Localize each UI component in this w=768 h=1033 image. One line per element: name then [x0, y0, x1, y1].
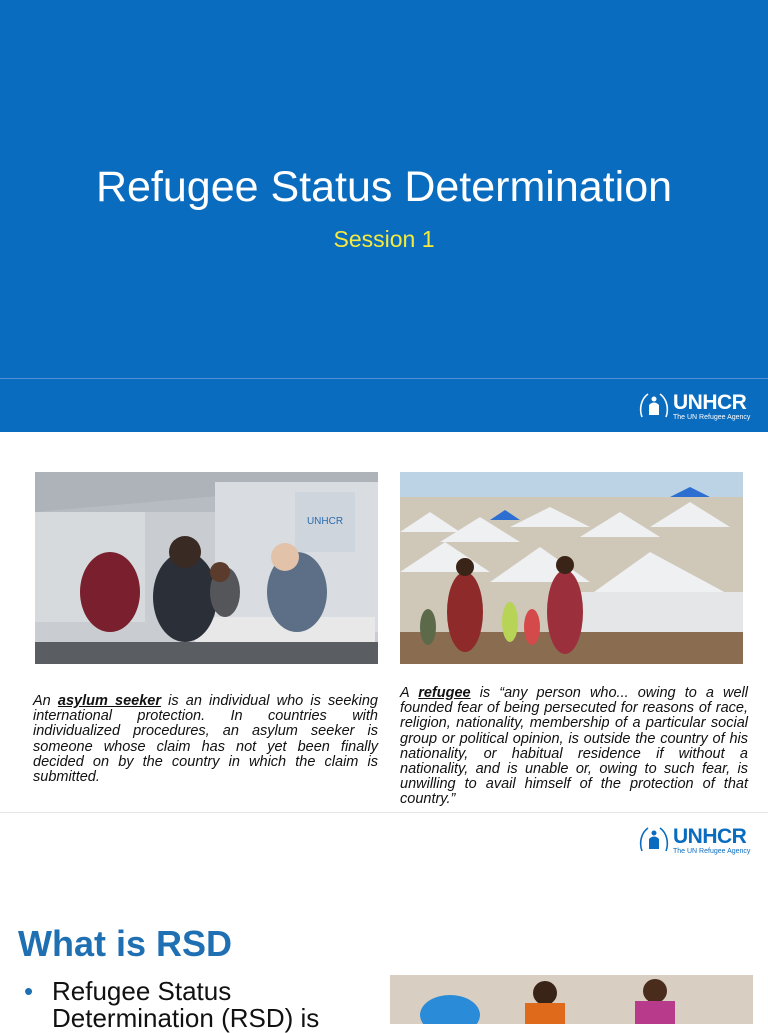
asylum-text-post: is an individual who is seeking international protection. In countries with individualized procedures, an asylum seeker is someone whose claim has not yet been finally decided on by the country in which the claim is submitted. — [33, 693, 379, 786]
refugee-definition — [400, 686, 748, 808]
refugee-text-post: is “any person who... owing to a well founded fear of being persecuted for reasons of race, religion, nationality, membership of a particular social group or political opinion, is outside the country of his nationality, or habitual residence if without a nationality, and is unable or, owing to such fear, is unwilling to avail himself of the protection of that country.” — [400, 685, 748, 808]
slide-gap — [0, 432, 768, 440]
slide-divider-2 — [0, 812, 768, 813]
svg-text:UNHCR: UNHCR — [306, 516, 344, 527]
unhcr-logo-2 — [638, 825, 750, 855]
children-photo — [390, 975, 753, 1024]
slide-title: Refugee Status Determination — [95, 163, 673, 211]
unhcr-emblem-icon — [638, 825, 670, 855]
logo-name: UNHCR — [673, 824, 747, 848]
refugee-text-pre: A — [400, 685, 419, 701]
asylum-seeker-definition — [33, 694, 378, 785]
logo-tagline: The UN Refugee Agency — [673, 847, 751, 855]
asylum-term: asylum seeker — [57, 693, 161, 709]
logo-tagline: The UN Refugee Agency — [673, 413, 751, 421]
interview-tent-photo — [35, 472, 378, 664]
slide-subtitle: Session 1 — [333, 226, 435, 252]
refugee-camp-photo — [400, 472, 743, 664]
unhcr-logo — [638, 391, 750, 421]
bullet-line-1: Refugee Status — [52, 976, 232, 1006]
slide-divider — [0, 378, 768, 379]
bullet-icon: • — [24, 976, 34, 1006]
logo-name: UNHCR — [673, 390, 747, 414]
rsd-heading: What is RSD — [18, 923, 233, 964]
bullet-line-2: Determination (RSD) is — [52, 1003, 320, 1033]
unhcr-emblem-icon — [638, 391, 670, 421]
asylum-text-pre: An — [33, 693, 58, 709]
refugee-term: refugee — [418, 685, 471, 701]
title-slide — [0, 0, 768, 432]
